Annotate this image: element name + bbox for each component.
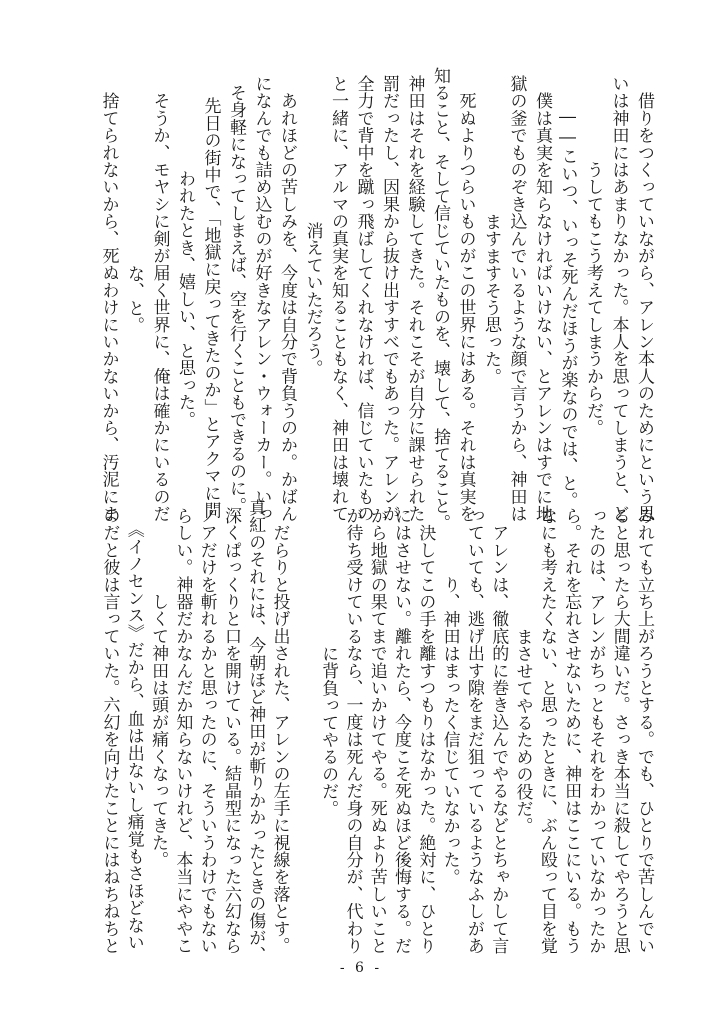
text-line: まさせてやるための役だ。: [512, 627, 533, 835]
text-line: ノアだけを斬れるかと思ったのに、そういうわけでもない: [196, 507, 217, 955]
page-number: - 6 -: [339, 960, 383, 976]
text-line: 先日の街中で、「地獄に戻ってきたのか」とアクマに問: [200, 79, 221, 519]
text-line: 罰だったし、因果から抜け出すすべでもあった。アレンが: [379, 75, 399, 523]
text-line: っていても、逃げ出す隙をまだ狙っているようなふしがあ: [463, 507, 484, 955]
text-line: [288, 516, 312, 946]
text-line: 僕は真実を知らなければいけない、とアレンはすでに地: [532, 75, 552, 523]
text-line: になんでも詰め込むのが好きなアレン・ウォーカー。いっ: [251, 75, 272, 523]
text-line: 真紅のそれには、今朝ほど神田が斬りかかったときの傷が、: [245, 498, 266, 964]
text-line: と一緒に、アルマの真実を知ることもなく、神田は壊れて: [328, 75, 348, 523]
upper-text-block: [91, 66, 654, 532]
text-line: そ身軽になってしまえば、空を行くこともできるのに。: [226, 84, 246, 514]
text-line: そうか、モヤシに剣が届く世界に、俺は確かにいるのだ: [149, 75, 170, 523]
text-line: しくて神田は頭が痛くなってきた。: [148, 593, 169, 869]
text-line: だらりと投げ出された、アレンの左手に視線を落とす。: [269, 507, 290, 955]
text-line: ――こいつ、いっそ死んだほうが楽なのでは、と。: [557, 89, 578, 509]
text-line: みれても立ち上がろうとする。でも、ひとりで苦しんでい: [634, 507, 654, 955]
text-line: 獄の釜でものぞき込んでいるような顔で言うから、神田は: [506, 75, 527, 523]
text-line: うしてもこう考えてしまうからだ。: [583, 161, 603, 437]
text-line: り、神田はまったく信じていなかった。: [439, 576, 460, 886]
text-line: が待ち受けているなら、一度は死んだ身の自分が、代わり: [342, 507, 363, 955]
text-line: に背負ってやるのだ。: [318, 645, 339, 817]
text-line: から地獄の果てまで追いかけてやる。死ぬより苦しいこと: [366, 507, 387, 955]
text-line: らしい。神器だかなんだか知らないけれど、本当にややこ: [172, 507, 193, 955]
text-line: 神田はそれを経験してきた。それこそが自分に課せられた: [404, 75, 425, 523]
text-line: のだと彼は言っていた。六幻を向けたことにはねちねちと: [99, 507, 120, 955]
text-line: あれほどの苦しみを、今度は自分で背負うのか。かばん: [277, 75, 297, 523]
text-line: アレンは、徹底的に巻き込んでやるなどとちゃかして言: [488, 507, 509, 955]
text-line: 死ぬよりつらいものがこの世界にはある。それは真実を: [455, 75, 476, 523]
text-line: われたとき、嬉しい、と思った。: [175, 170, 195, 428]
lower-text-block: [93, 498, 654, 964]
text-line: にはさせない。離れたら、今度こそ死ぬほど後悔する。だ: [391, 507, 412, 955]
text-line: 知ること、そして信じていたものを、壊して、捨てること。: [430, 66, 450, 532]
text-line: ら。それを忘れさせないために、神田はここにいる。もう: [561, 507, 582, 955]
text-line: 捨てられないから、死ぬわけにいかないから、汚泥にま: [98, 75, 119, 523]
text-line: 全力で背中を蹴っ飛ばしてくれなければ、信じていたもの: [353, 75, 374, 523]
text-line: ったのは、アレンがちっともそれをわかっていなかったか: [585, 507, 606, 955]
text-line: 深くぱっくりと口を開けている。結晶型になった六幻なら: [220, 507, 241, 955]
text-line: いは神田にはあまりなかった。本人を思ってしまうと、ど: [608, 75, 629, 523]
text-line: 決してこの手を離すつもりはなかった。絶対に、ひとり: [415, 507, 436, 955]
text-line: 消えていただろう。: [302, 221, 323, 377]
text-line: ると思ったら大間違いだ。さっき本当に殺してやろうと思: [609, 507, 630, 955]
text-line: 《イノセンス》だから、血は出ないし痛覚もさほどない: [123, 511, 144, 951]
text-line: 借りをつくっていながら、アレン本人のためにという思: [634, 75, 654, 523]
text-line: なにも考えたくない、と思ったときに、ぶん殴って目を覚: [536, 507, 557, 955]
text-line: な、と。: [124, 264, 144, 334]
text-line: ますますそう思った。: [481, 213, 501, 385]
